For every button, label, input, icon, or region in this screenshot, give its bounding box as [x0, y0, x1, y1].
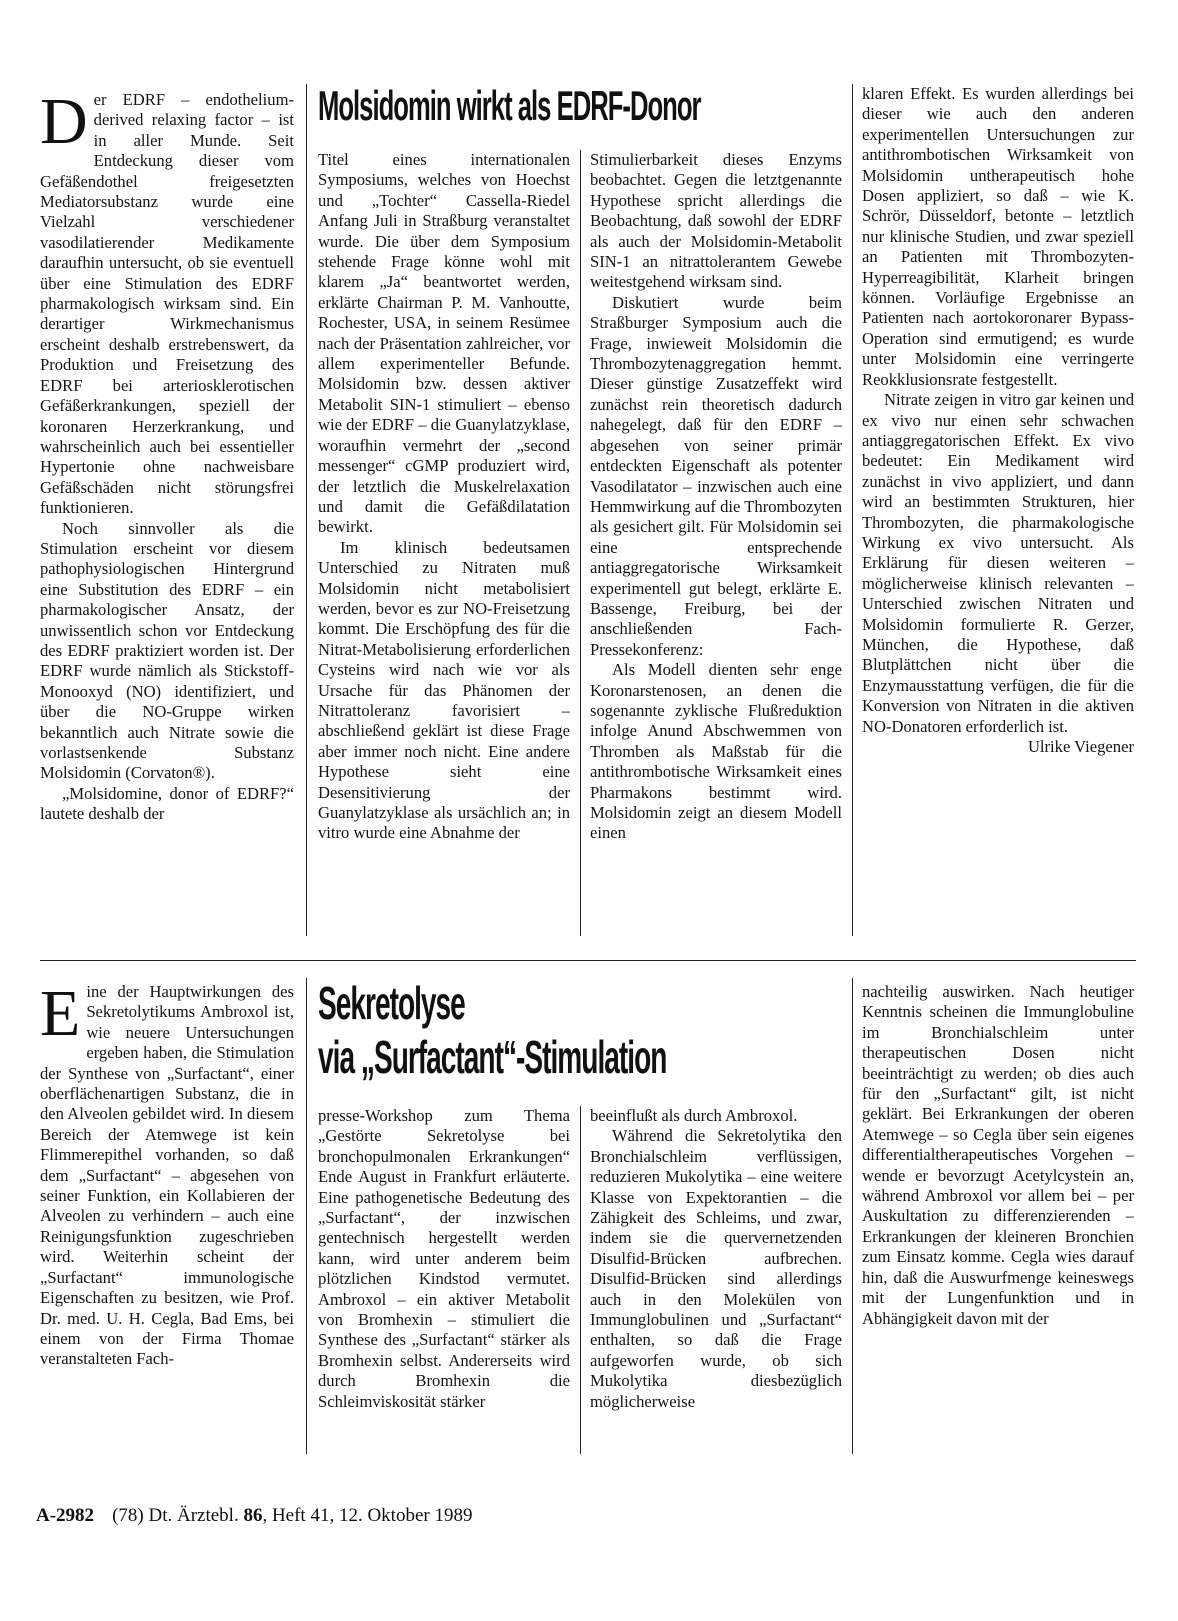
article1-column-1 [40, 90, 294, 936]
article1-paragraph: „Molsidomine, donor of EDRF?“ lautete deshalb der [40, 783, 294, 824]
article2-column-4 [862, 982, 1134, 1452]
page-code: A-2982 [36, 1505, 95, 1526]
article2-headline-line-1: Sekretolyse [318, 977, 465, 1029]
article2-paragraph: nachteilig auswirken. Nach heutiger Kenntnis scheinen die Immunglobuline im Bronchialschleim unter therapeutischen Dosen nicht beeinträchtigt zu werden; ob dies auch für den „Surfactant“ gilt, ist nicht geklärt. Bei Erkrankungen der oberen Atemwege – so Cegla über sein eigenes differentialtherapeutisches Vorgehen – wende er bevorzugt Acetylcystein an, während Ambroxol vor allem bei – per Auskultation zu differenzierenden – Erkrankungen der kleineren Bronchien zum Einsatz komme. Cegla wies darauf hin, daß die Auswurfmenge keineswegs mit der Lungenfunktion und in Abhängigkeit davon mit der [862, 982, 1134, 1328]
column-divider [852, 978, 853, 1454]
article1-column-2 [318, 150, 570, 936]
article2-paragraph: ine der Hauptwirkungen des Sekretolytikums Ambroxol ist, wie neuere Untersuchungen ergeben haben, die Stimulation der Synthese von „Surfactant“, einer oberflächenartigen Substanz, die in den Alveolen gebildet wird. In diesem Bereich der Atemwege ist kein Flimmerepithel vorhanden, so daß dem „Surfactant“ – abgesehen von seiner Funktion, ein Kollabieren der Alveolen zu verhindern – auch eine Reinigungsfunktion zugeschrieben wird. Weiterhin scheint der „Surfactant“ immunologische Eigenschaften zu besitzen, wie Prof. Dr. med. U. H. Cegla, Bad Ems, bei einem von der Firma Thomae veranstalteten Fach- [40, 982, 294, 1369]
page-footer [36, 1505, 472, 1527]
article-separator [40, 960, 1136, 961]
article2-column-2 [318, 1106, 570, 1454]
article2-column-1 [40, 982, 294, 1452]
article1-dropcap: D [40, 90, 88, 158]
article2-paragraph: Während die Sekretolytika den Bronchialschleim verflüssigen, reduzieren Mukolytika – eine weitere Klasse von Expektorantien – die Zähigkeit des Schleims, und zwar, indem sie die quervernetzenden Disulfid-Brücken aufbrechen. Disulfid-Brücken sind allerdings auch in den Molekülen von Immunglobulinen und „Surfactant“ enthalten, so daß die Frage aufgeworfen wurde, ob sich Mukolytika diesbezüglich möglicherweise [590, 1126, 842, 1411]
footer-issue-date: , Heft 41, 12. Oktober 1989 [262, 1505, 473, 1526]
footer-volume: 86 [243, 1505, 263, 1526]
column-divider [580, 1106, 581, 1454]
article2-paragraph: beeinflußt als durch Ambroxol. [590, 1106, 798, 1125]
article1-paragraph: klaren Effekt. Es wurden allerdings bei dieser wie auch den anderen experimentellen Untersuchungen zur antithrombotischen Wirksamkeit von Molsidomin untherapeutisch hohe Dosen appliziert, so daß – wie K. Schrör, Düsseldorf, betonte – letztlich nur klinische Studien, und zwar speziell an Patienten mit Thrombozyten-Hyperreagibilität, Klarheit bringen können. Vorläufige Ergebnisse an Patienten nach aortokoronarer Bypass-Operation sind ermutigend; es wurde unter Molsidomin eine verringerte Reokklusionsrate festgestellt. [862, 84, 1134, 389]
article1-column-4 [862, 84, 1134, 950]
column-divider [580, 150, 581, 936]
article1-paragraph: er EDRF – endothelium-derived relaxing factor – ist in aller Munde. Seit Entdeckung dieser vom Gefäßendothel freigesetzten Mediatorsubstanz wurde eine Vielzahl verschiedener vasodilatierender Medikamente daraufhin untersucht, ob sie eventuell über eine Stimulation des EDRF pharmakologisch wirksam sind. Ein derartiger Wirkmechanismus erscheint deshalb erstrebenswert, da Produktion und Freisetzung des EDRF bei arteriosklerotischen Gefäßerkrankungen, speziell der koronaren Herzerkrankung, und wahrscheinlich auch bei essentieller Hypertonie ohne nachweisbare Gefäßschäden nicht störungsfrei funktionieren. [40, 90, 294, 518]
article1-paragraph: Nitrate zeigen in vitro gar keinen und ex vivo nur einen sehr schwachen antiaggregatorischen Effekt. Ex vivo bedeutet: Ein Medikament wird zunächst in vivo appliziert, und dann wird an bestimmten Strukturen, hier Thrombozyten, die pharmakologische Wirkung ex vivo untersucht. Als Erklärung für diesen weiteren – möglicherweise klinisch relevanten – Unterschied zwischen Nitraten und Molsidomin formulierte R. Gerzer, München, die Hypothese, daß Blutplättchen nicht über die Enzymausstattung verfügen, die für die Konversion von Nitraten in die aktiven NO-Donatoren erforderlich ist. [862, 390, 1134, 736]
column-divider [306, 84, 307, 936]
article1-paragraph: Als Modell dienten sehr enge Koronarstenosen, an denen die sogenannte zyklische Flußreduktion infolge Anund Abschwemmen von Thromben als Maßstab für die antithrombotische Wirksamkeit eines Pharmakons bestimmt wird. Molsidomin zeigt an diesem Modell einen [590, 660, 842, 843]
article2-headline-line-2: via „Surfactant“-Stimulation [318, 1031, 667, 1083]
article1-paragraph: Diskutiert wurde beim Straßburger Symposium auch die Frage, inwieweit Molsidomin die Thrombozytenaggregation hemmt. Dieser günstige Zusatzeffekt wird zunächst rein theoretisch dadurch nahegelegt, daß für den EDRF – abgesehen von seiner primär entdeckten Eigenschaft als potenter Vasodilatator – inzwischen auch eine Hemmwirkung auf die Thrombozyten als gesichert gilt. Für Molsidomin sei eine entsprechende antiaggregatorische Wirksamkeit experimentell gut belegt, erklärte E. Bassenge, Freiburg, bei der anschließenden Fach-Pressekonferenz: [590, 292, 842, 659]
article1-paragraph: Noch sinnvoller als die Stimulation erscheint vor diesem pathophysiologischen Hintergrund eine Substitution des EDRF – ein pharmakologischer Ansatz, der unwissentlich schon vor Entdeckung des EDRF praktiziert worden ist. Der EDRF wurde nämlich als Stickstoff-Monooxyd (NO) identifiziert, und über die NO-Gruppe wirken bekanntlich auch Nitrate sowie die vorlastsenkende Substanz Molsidomin (Corvaton®). [40, 518, 294, 783]
article2-column-3 [590, 1106, 842, 1454]
column-divider [306, 978, 307, 1454]
footer-journal: (78) Dt. Ärztebl. [112, 1505, 239, 1526]
article1-headline: Molsidomin wirkt als EDRF-Donor [318, 82, 701, 129]
column-divider [852, 84, 853, 936]
article1-paragraph: Titel eines internationalen Symposiums, welches von Hoechst und „Tochter“ Cassella-Riedel Anfang Juli in Straßburg veranstaltet wurde. Die über dem Symposium stehende Frage könne wohl mit klarem „Ja“ beantwortet werden, erklärte Chairman P. M. Vanhoutte, Rochester, USA, in seinem Resümee nach der Präsentation zahlreicher, vor allem experimenteller Befunde. Molsidomin bzw. dessen aktiver Metabolit SIN-1 stimuliert – ebenso wie der EDRF – die Guanylatzyklase, woraufhin vermehrt der „second messenger“ cGMP produziert wird, der letztlich die Muskelrelaxation und damit die Gefäßdilatation bewirkt. [318, 150, 570, 537]
author-byline: Ulrike Viegener [1027, 737, 1134, 756]
article2-dropcap: E [40, 982, 81, 1050]
article1-column-3 [590, 150, 842, 936]
article1-paragraph: Stimulierbarkeit dieses Enzyms beobachtet. Gegen die letztgenannte Hypothese spricht allerdings die Beobachtung, daß sowohl der EDRF als auch der Molsidomin-Metabolit SIN-1 an nitrattolerantem Gewebe weitestgehend wirksam sind. [590, 150, 842, 292]
article1-paragraph: Im klinisch bedeutsamen Unterschied zu Nitraten muß Molsidomin nicht metabolisiert werden, bevor es zur NO-Freisetzung kommt. Die Erschöpfung des für die Nitrat-Metabolisierung erforderlichen Cysteins wird nach wie vor als Ursache für das Phänomen der Nitrattoleranz favorisiert – abschließend geklärt ist diese Frage aber immer noch nicht. Eine andere Hypothese sieht eine Desensitivierung der Guanylatzyklase als ursächlich an; in vitro wurde eine Abnahme der [318, 537, 570, 843]
article2-paragraph: presse-Workshop zum Thema „Gestörte Sekretolyse bei bronchopulmonalen Erkrankungen“ Ende August in Frankfurt erläuterte. Eine pathogenetische Bedeutung des „Surfactant“, der inzwischen gentechnisch hergestellt werden kann, wird unter anderem beim plötzlichen Kindstod vermutet. Ambroxol – ein aktiver Metabolit von Bromhexin – stimuliert die Synthese des „Surfactant“ stärker als Bromhexin selbst. Andererseits wird durch Bromhexin die Schleimviskosität stärker [318, 1106, 570, 1411]
